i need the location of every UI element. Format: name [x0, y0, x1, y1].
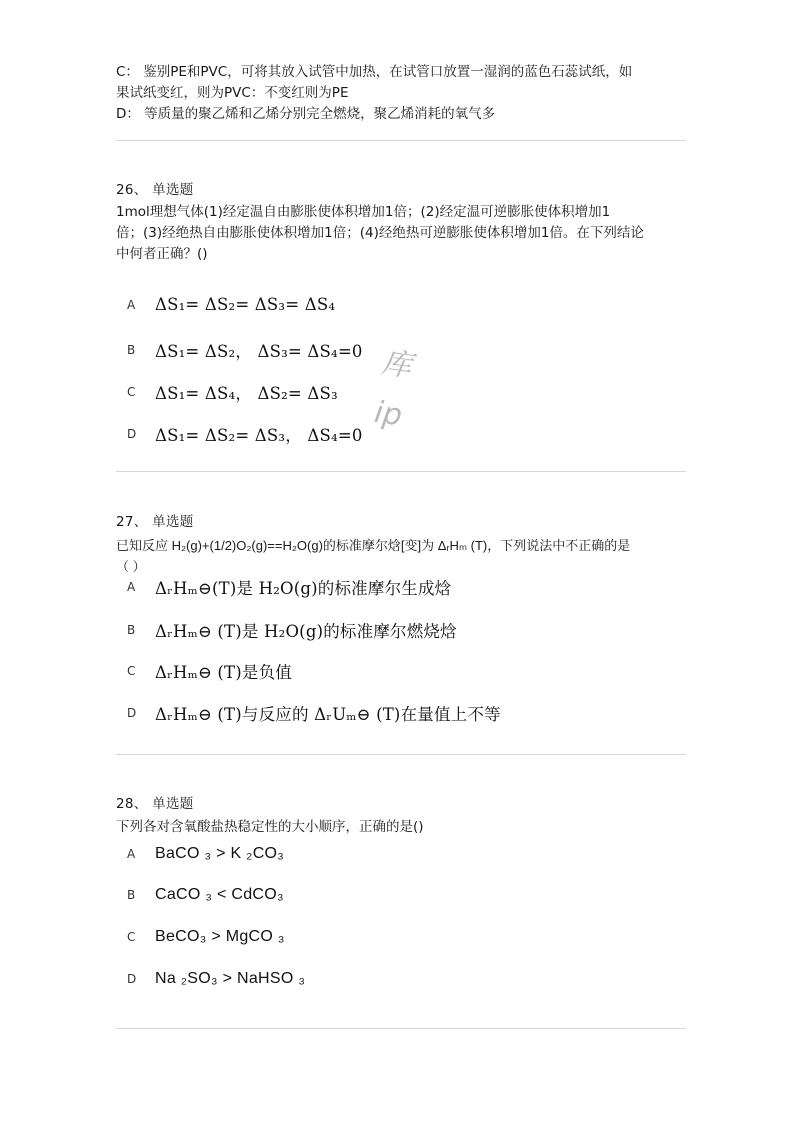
divider: [116, 754, 686, 755]
question-27-header: 27、 单选题: [116, 514, 194, 530]
question-27-option-d[interactable]: [127, 701, 501, 725]
question-26-line3: 中何者正确？(): [116, 246, 208, 262]
question-27-line1: 已知反应 H₂(g)+(1/2)O₂(g)==H₂O(g)的标准摩尔焓[变]为 ΔᵣHₘ (T)，下列说法中不正确的是: [116, 538, 631, 553]
option-text: BeCO₃ > MgCO ₃: [155, 928, 285, 945]
option-letter: B: [127, 623, 136, 637]
question-26-option-d[interactable]: [127, 422, 363, 446]
option-letter: A: [127, 580, 136, 594]
question-26-option-b[interactable]: [127, 338, 363, 362]
divider: [116, 1028, 686, 1029]
watermark-line2: ip: [372, 394, 405, 434]
question-26-body: [116, 202, 688, 265]
question-28-option-a[interactable]: [127, 845, 284, 863]
divider: [116, 471, 686, 472]
question-26-option-a[interactable]: [127, 295, 335, 314]
question-28-header: 28、 单选题: [116, 796, 194, 812]
question-27-line2: （ ）: [116, 559, 146, 574]
option-letter: B: [127, 888, 136, 902]
option-letter: B: [127, 343, 136, 357]
option-d-line: D： 等质量的聚乙烯和乙烯分别完全燃烧，聚乙烯消耗的氧气多: [116, 106, 496, 122]
option-text: ΔᵣHₘ⊖(T)是 H₂O(g)的标准摩尔生成焓: [155, 579, 452, 598]
question-26-line1: 1mol理想气体(1)经定温自由膨胀使体积增加1倍；(2)经定温可逆膨胀使体积增加1: [116, 204, 611, 220]
question-25-continuation: [116, 62, 686, 125]
option-c-line2: 果试纸变红，则为PVC：不变红则为PE: [116, 85, 349, 101]
option-text: CaCO ₃ < CdCO₃: [155, 886, 284, 903]
option-text: ΔS₁= ΔS₂= ΔS₃= ΔS₄: [155, 295, 336, 314]
option-text: ΔS₁= ΔS₂= ΔS₃， ΔS₄=0: [155, 426, 363, 445]
question-27-option-b[interactable]: [127, 618, 457, 642]
option-letter: C: [127, 385, 136, 399]
question-28-body: 下列各对含氧酸盐热稳定性的大小顺序，正确的是(): [116, 819, 424, 835]
option-text: ΔᵣHₘ⊖ (T)与反应的 ΔᵣUₘ⊖ (T)在量值上不等: [155, 705, 501, 724]
watermark-line1: 库: [379, 345, 414, 385]
option-letter: D: [127, 972, 137, 986]
option-letter: C: [127, 664, 136, 678]
question-27-option-a[interactable]: [127, 575, 451, 599]
divider: [116, 140, 686, 141]
option-letter: A: [127, 847, 136, 861]
question-28-option-b[interactable]: [127, 886, 284, 904]
option-letter: D: [127, 427, 137, 441]
option-text: ΔᵣHₘ⊖ (T)是 H₂O(g)的标准摩尔燃烧焓: [155, 622, 457, 641]
watermark: [371, 338, 415, 441]
question-28-option-d[interactable]: [127, 970, 305, 988]
option-text: Na ₂SO₃ > NaHSO ₃: [155, 970, 306, 987]
option-text: ΔS₁= ΔS₂， ΔS₃= ΔS₄=0: [155, 342, 363, 361]
option-text: BaCO ₃ > K ₂CO₃: [155, 845, 285, 862]
option-letter: D: [127, 706, 137, 720]
question-26-line2: 倍；(3)经绝热自由膨胀使体积增加1倍；(4)经绝热可逆膨胀使体积增加1倍。在下列结论: [116, 225, 644, 241]
option-letter: C: [127, 930, 136, 944]
question-28-option-c[interactable]: [127, 928, 285, 946]
option-letter: A: [127, 297, 136, 312]
option-c-line1: C： 鉴别PE和PVC，可将其放入试管中加热，在试管口放置一湿润的蓝色石蕊试纸，如: [116, 64, 633, 80]
question-27-option-c[interactable]: [127, 659, 292, 683]
option-text: ΔS₁= ΔS₄， ΔS₂= ΔS₃: [155, 384, 338, 403]
question-26-header: 26、 单选题: [116, 182, 194, 198]
question-26-option-c[interactable]: [127, 380, 338, 404]
question-27-body: [116, 535, 688, 577]
option-text: ΔᵣHₘ⊖ (T)是负值: [155, 663, 293, 682]
